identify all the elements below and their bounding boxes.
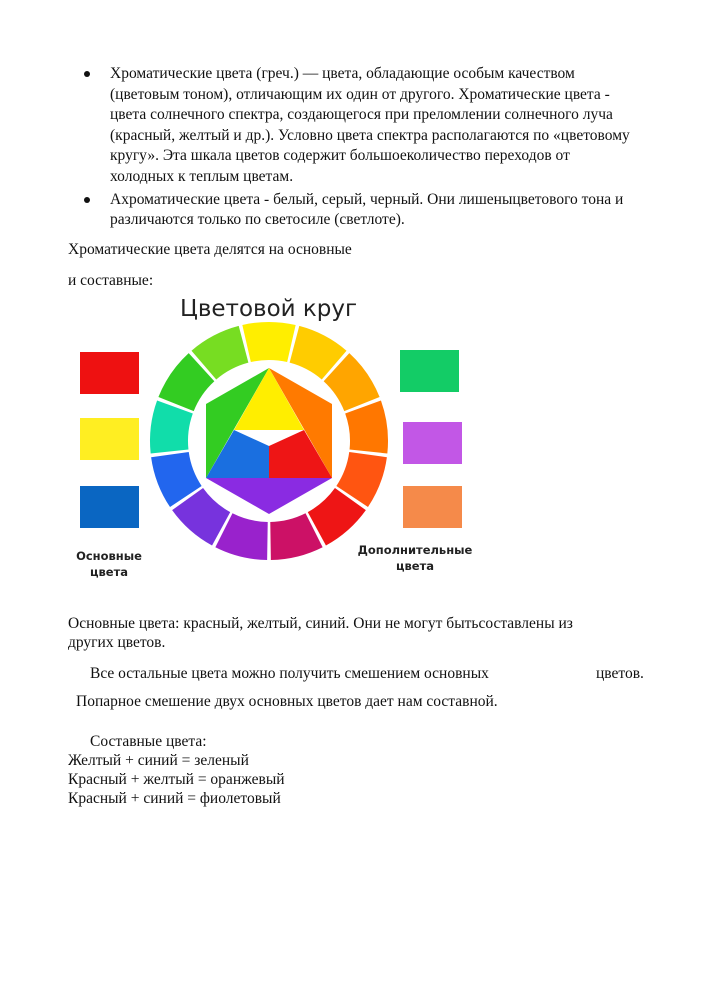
text-line: кругу». Эта шкала цветов содержит большоеколичество переходов от bbox=[110, 147, 570, 165]
text-line: различаются только по светосиле (светлоте). bbox=[110, 211, 405, 229]
pairwise-mixing-text: Попарное смешение двух основных цветов дает нам составной. bbox=[76, 693, 498, 710]
wheel-segment bbox=[345, 401, 388, 454]
mixing-text-left: Все остальные цвета можно получить смешением основных bbox=[90, 665, 489, 682]
primary-colors-line-1: Основные цвета: красный, желтый, синий. Они не могут бытьсоставлены из bbox=[68, 615, 573, 632]
wheel-segment bbox=[242, 322, 295, 362]
text-line: (цветовым тоном), отличающим их один от другого. Хроматические цвета - bbox=[110, 85, 610, 103]
bullet-icon bbox=[84, 197, 90, 203]
figure-title: Цветовой круг bbox=[180, 296, 358, 322]
secondary-colors-caption bbox=[352, 542, 478, 574]
intro-line-1: Хроматические цвета делятся на основные bbox=[68, 241, 352, 258]
caption-line: Дополнительные bbox=[357, 543, 473, 557]
composite-rule: Красный + желтый = оранжевый bbox=[68, 771, 285, 788]
list-item-chromatic bbox=[84, 64, 684, 188]
mixing-text-right: цветов. bbox=[596, 665, 644, 682]
color-wheel-figure bbox=[60, 296, 490, 586]
composite-rule: Желтый + синий = зеленый bbox=[68, 752, 249, 769]
list-item-achromatic bbox=[84, 190, 684, 231]
primary-colors-caption bbox=[64, 548, 154, 580]
text-line: (красный, желтый и др.). Условно цвета спектра располагаются по «цветовому bbox=[110, 126, 630, 144]
composite-rule: Красный + синий = фиолетовый bbox=[68, 790, 281, 807]
caption-line: цвета bbox=[89, 565, 129, 579]
secondary-violet-triangle bbox=[206, 478, 332, 514]
text-line: Ахроматические цвета - белый, серый, черный. Они лишеныцветового тона и bbox=[110, 190, 624, 208]
text-line: Хроматические цвета (греч.) — цвета, обладающие особым качеством bbox=[110, 65, 575, 82]
text-line: холодных к теплым цветам. bbox=[110, 167, 294, 185]
caption-line: цвета bbox=[395, 559, 435, 573]
definition-list bbox=[84, 64, 684, 233]
bullet-icon bbox=[84, 71, 90, 77]
composite-heading: Составные цвета: bbox=[90, 733, 207, 750]
primary-colors-line-2: других цветов. bbox=[68, 634, 166, 651]
wheel-segment bbox=[150, 401, 193, 454]
intro-line-2: и составные: bbox=[68, 272, 154, 289]
text-line: цвета солнечного спектра, создающегося при преломлении солнечного луча bbox=[110, 106, 613, 124]
caption-line: Основные bbox=[76, 549, 142, 563]
